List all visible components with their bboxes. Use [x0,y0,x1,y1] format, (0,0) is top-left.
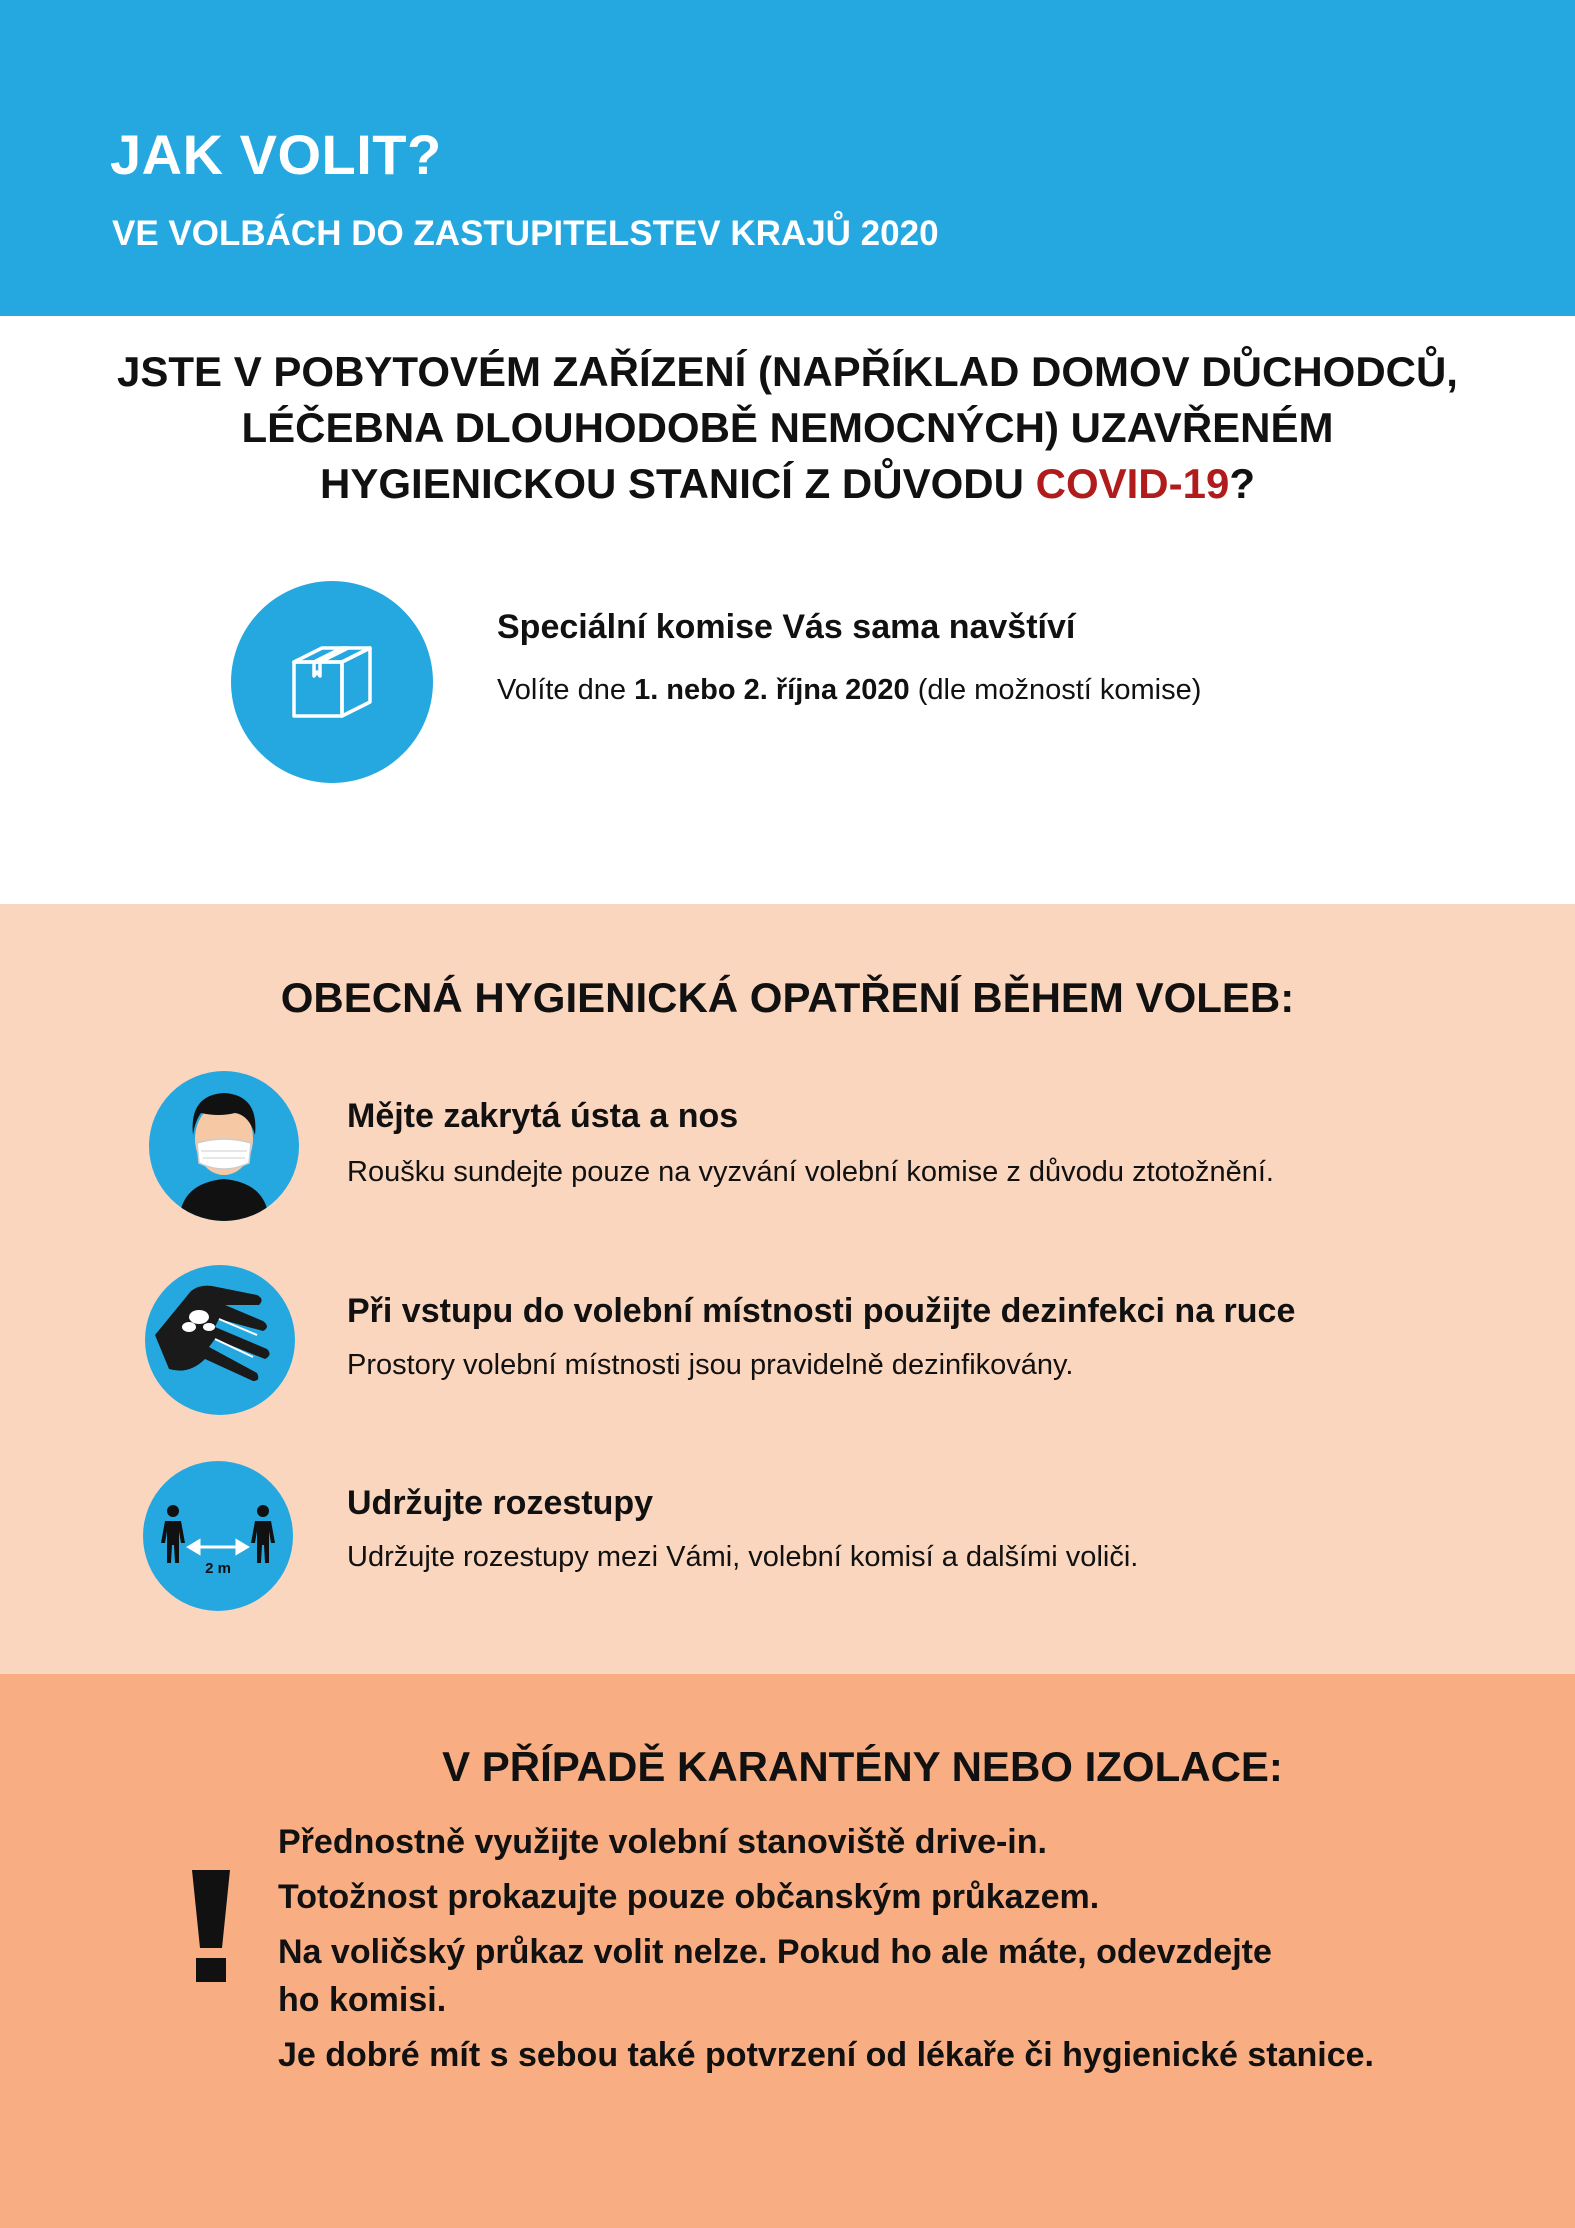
quarantine-line: Přednostně využijte volební stanoviště drive-in. [278,1823,1047,1861]
box-icon [284,640,380,724]
question-mark: ? [1229,460,1255,507]
quarantine-heading: V PŘÍPADĚ KARANTÉNY NEBO IZOLACE: [442,1743,1283,1790]
mask-title: Mějte zakrytá ústa a nos [347,1097,739,1135]
hand-sanitizer-icon [145,1265,295,1415]
header-banner [0,0,1575,316]
distance-title: Udržujte rozestupy [347,1484,654,1522]
question-line-2: LÉČEBNA DLOUHODOBĚ NEMOCNÝCH) UZAVŘENÉM [241,404,1334,451]
sanitizer-text: Prostory volební místnosti jsou pravidelně dezinfikovány. [347,1349,1074,1381]
hygiene-heading: OBECNÁ HYGIENICKÁ OPATŘENÍ BĚHEM VOLEB: [280,974,1295,1021]
distance-text: Udržujte rozestupy mezi Vámi, volební komisí a dalšími voliči. [347,1541,1139,1573]
quarantine-instructions [278,1818,1518,2086]
sanitizer-title: Při vstupu do volební místnosti použijte dezinfekci na ruce [347,1292,1296,1330]
page-subtitle: VE VOLBÁCH DO ZASTUPITELSTEV KRAJŮ 2020 [112,214,939,253]
special-commission-text: Volíte dne 1. nebo 2. října 2020 (dle možností komise) [497,674,1202,706]
mask-badge [149,1071,299,1221]
special-commission-title: Speciální komise Vás sama navštíví [497,608,1076,646]
voting-dates: 1. nebo 2. října 2020 [634,674,910,706]
quarantine-line: Totožnost prokazujte pouze občanským průkazem. [278,1878,1100,1916]
quarantine-line: Na voličský průkaz volit nelze. Pokud ho ale máte, odevzdejte [278,1933,1272,1971]
quarantine-line: Je dobré mít s sebou také potvrzení od lékaře či hygienické stanice. [278,2036,1374,2074]
page-title: JAK VOLIT? [110,123,442,186]
distance-label: 2 m [205,1560,231,1577]
mask-text: Roušku sundejte pouze na vyzvání volební komise z důvodu ztotožnění. [347,1156,1274,1188]
quarantine-line: ho komisi. [278,1981,447,2019]
covid-highlight: COVID-19 [1035,460,1230,507]
distance-badge [143,1461,293,1611]
exclamation-icon [188,1870,234,1982]
social-distance-icon [143,1461,293,1611]
sanitizer-badge [145,1265,295,1415]
facility-question [60,344,1515,512]
face-mask-icon [149,1071,299,1221]
question-line-1: JSTE V POBYTOVÉM ZAŘÍZENÍ (NAPŘÍKLAD DOMOV DŮCHODCŮ, [117,348,1458,395]
special-commission-badge [231,581,433,783]
question-line-3: HYGIENICKOU STANICÍ Z DŮVODU [320,460,1036,507]
